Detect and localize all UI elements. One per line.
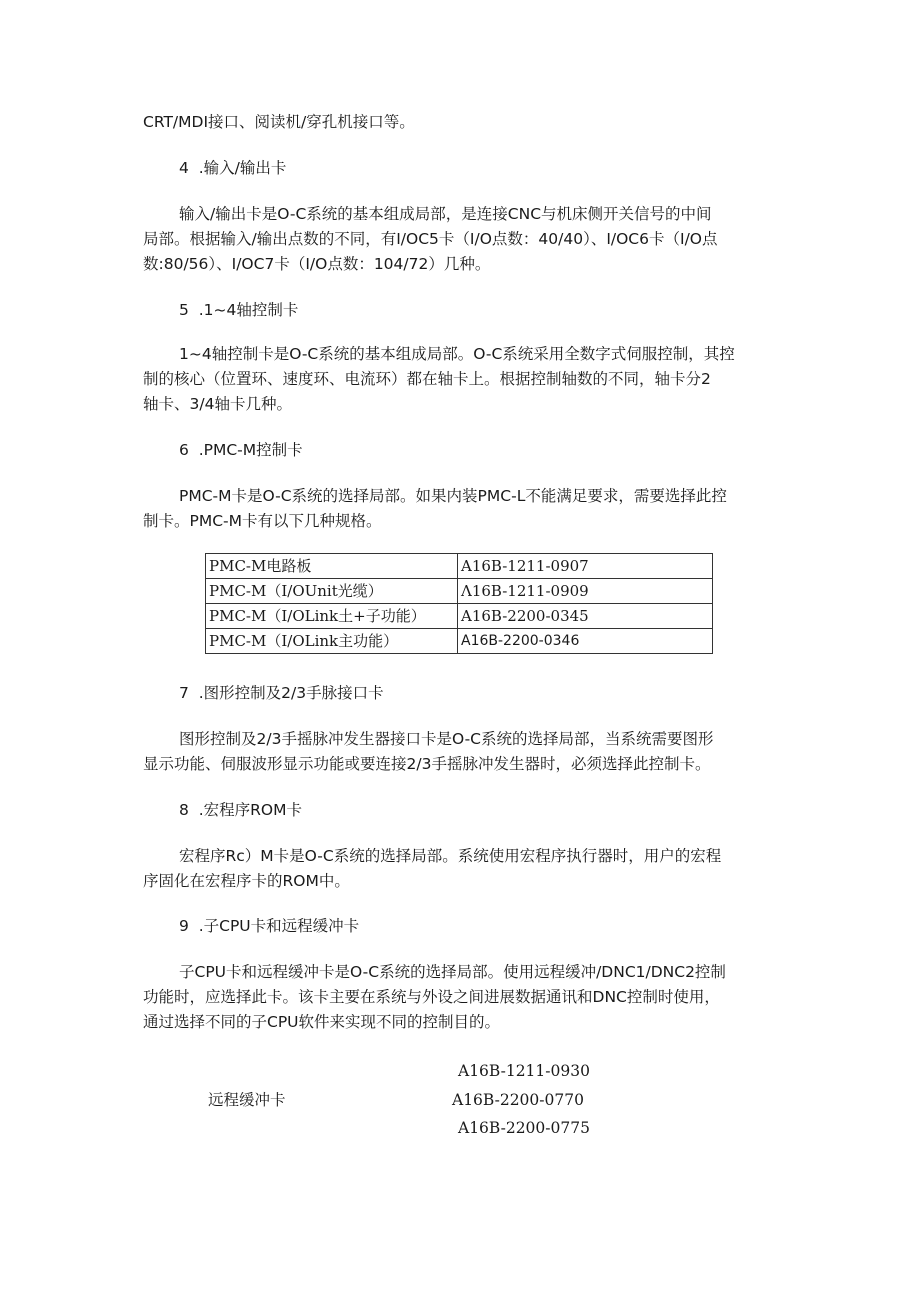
paragraph-line: 图形控制及2/3手摇脉冲发生器接口卡是O-C系统的选择局部，当系统需要图形 (179, 730, 714, 748)
heading-macro-rom-card: 8 .宏程序ROM卡 (179, 801, 302, 819)
table-cell-name: PMC-M（I/OUnit光缆） (206, 579, 458, 604)
heading-io-card: 4 .输入/输出卡 (179, 159, 287, 177)
paragraph-line: 子CPU卡和远程缓冲卡是O-C系统的选择局部。使用远程缓冲/DNC1/DNC2控制 (179, 963, 726, 981)
paragraph-line: 制的核心（位置环、速度环、电流环）都在轴卡上。根据控制轴数的不同，轴卡分2 (143, 370, 711, 388)
remote-buffer-part: A16B-2200-0770 (452, 1091, 584, 1109)
paragraph-line: PMC-M卡是O-C系统的选择局部。如果内装PMC-L不能满足要求，需要选择此控 (179, 487, 727, 505)
remote-buffer-part: A16B-2200-0775 (458, 1119, 590, 1137)
table-cell-part: A16B-2200-0345 (458, 604, 713, 629)
paragraph-line: 宏程序Rc）M卡是O-C系统的选择局部。系统使用宏程序执行器时，用户的宏程 (179, 847, 722, 865)
table-row (206, 629, 713, 654)
heading-axis-card: 5 .1~4轴控制卡 (179, 301, 299, 319)
remote-buffer-part: A16B-1211-0930 (458, 1062, 590, 1080)
table-cell-part: A16B-1211-0907 (458, 554, 713, 579)
table-cell-part: Λ16B-1211-0909 (458, 579, 713, 604)
remote-buffer-label: 远程缓冲卡 (208, 1091, 286, 1109)
paragraph-line: 局部。根据输入/输出点数的不同，有I/OC5卡（I/O点数：40/40）、I/OC6卡（I/O点 (143, 230, 718, 248)
table-row (206, 554, 713, 579)
paragraph-line: 功能时，应选择此卡。该卡主要在系统与外设之间进展数据通讯和DNC控制时使用， (143, 988, 720, 1006)
paragraph-line: 数:80/56）、I/OC7卡（I/O点数：104/72）几种。 (143, 255, 491, 273)
pmc-spec-table (205, 553, 713, 654)
paragraph-line: 1~4轴控制卡是O-C系统的基本组成局部。O-C系统采用全数字式伺服控制，其控 (179, 345, 735, 363)
heading-graphics-card: 7 .图形控制及2/3手脉接口卡 (179, 684, 384, 702)
table-row (206, 579, 713, 604)
heading-sub-cpu-card: 9 .子CPU卡和远程缓冲卡 (179, 917, 360, 935)
table-cell-name: PMC-M（I/OLink土+子功能） (206, 604, 458, 629)
paragraph-line: 显示功能、伺服波形显示功能或要连接2/3手摇脉冲发生器时，必须选择此控制卡。 (143, 755, 711, 773)
paragraph-line: 输入/输出卡是O-C系统的基本组成局部，是连接CNC与机床侧开关信号的中间 (179, 205, 712, 223)
paragraph-line: 序固化在宏程序卡的ROM中。 (143, 872, 350, 890)
table-row (206, 604, 713, 629)
table-cell-name: PMC-M（I/OLink主功能） (206, 629, 458, 654)
paragraph-line: 制卡。PMC-M卡有以下几种规格。 (143, 512, 382, 530)
paragraph-line: 轴卡、3/4轴卡几种。 (143, 395, 292, 413)
paragraph-line: 通过选择不同的子CPU软件来实现不同的控制目的。 (143, 1013, 501, 1031)
table-cell-name: PMC-M电路板 (206, 554, 458, 579)
table-cell-part: A16B-2200-0346 (458, 629, 713, 654)
intro-line: CRT/MDI接口、阅读机/穿孔机接口等。 (143, 113, 415, 131)
heading-pmc-card: 6 .PMC-M控制卡 (179, 441, 303, 459)
